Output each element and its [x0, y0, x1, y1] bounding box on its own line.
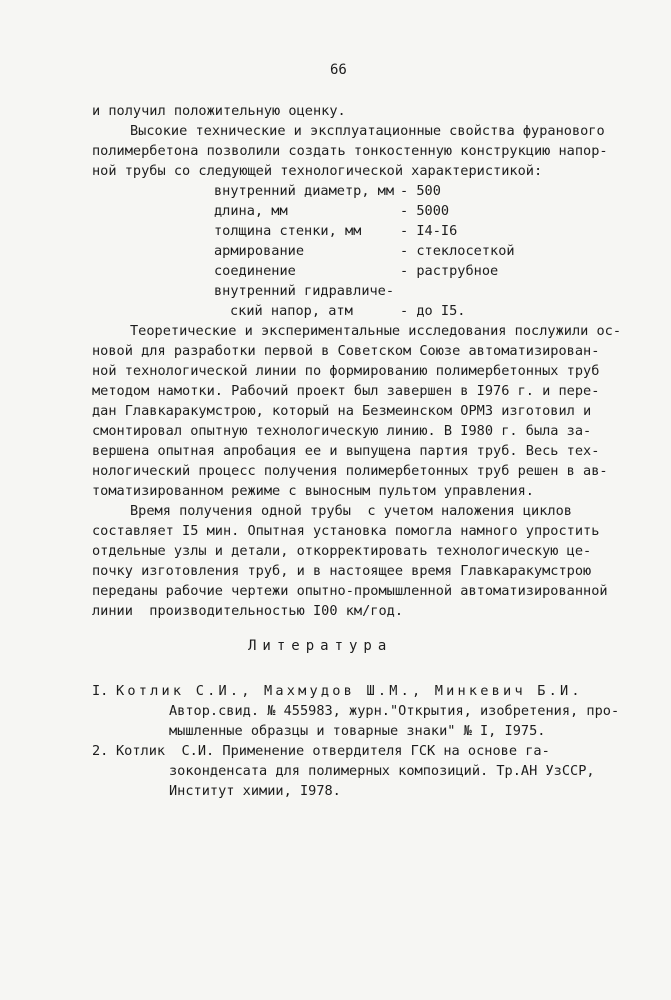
spec-value: - стеклосеткой: [400, 243, 515, 259]
text-line: ной трубы со следующей технологической характеристикой:: [92, 163, 543, 179]
text-line: Время получения одной трубы с учетом наложения циклов: [130, 503, 572, 519]
text-line: переданы рабочие чертежи опытно-промышленной автоматизированной: [92, 583, 608, 599]
text-line: методом намотки. Рабочий проект был завершен в I976 г. и пере-: [92, 383, 600, 399]
literature-heading: Литература: [248, 638, 393, 654]
reference-number: 2.: [92, 743, 109, 759]
text-line: смонтировал опытную технологическую линию. В I980 г. была за-: [92, 423, 592, 439]
text-line: нологический процесс получения полимербетонных труб решен в ав-: [92, 463, 608, 479]
text-line: составляет I5 мин. Опытная установка помогла намного упростить: [92, 523, 600, 539]
text-line: вершена опытная апробация ее и выпущена партия труб. Весь тех-: [92, 443, 600, 459]
text-line: дан Главкаракумстрою, который на Безмеинском ОРМЗ изготовил и: [92, 403, 592, 419]
text-line: ной технологической линии по формированию полимербетонных труб: [92, 363, 600, 379]
text-line: почку изготовления труб, и в настоящее время Главкаракумстрою: [92, 563, 592, 579]
text-line: линии производительностью I00 км/год.: [92, 603, 403, 619]
text-line: Высокие технические и эксплуатационные свойства фуранового: [130, 123, 605, 139]
spec-name: внутренний гидравличе-: [214, 283, 395, 299]
spec-value: - 500: [400, 183, 441, 199]
reference-line: Институт химии, I978.: [169, 783, 341, 799]
reference-line: зоконденсата для полимерных композиций. Тр.АН УзССР,: [169, 763, 595, 779]
spec-name: толщина стенки, мм: [214, 223, 362, 239]
reference-authors: Котлик С.И., Махмудов Ш.М., Минкевич Б.И.: [116, 683, 583, 699]
spec-value: - I4-I6: [400, 223, 458, 239]
text-line: и получил положительную оценку.: [92, 103, 346, 119]
spec-value: - до I5.: [400, 303, 466, 319]
spec-value: - раструбное: [400, 263, 499, 279]
spec-name: соединение: [214, 263, 296, 279]
reference-line: мышленные образцы и товарные знаки" № I, I975.: [169, 723, 546, 739]
reference-line: Котлик С.И. Применение отвердителя ГСК на основе га-: [116, 743, 550, 759]
spec-name: армирование: [214, 243, 305, 259]
reference-line: Автор.свид. № 455983, журн."Открытия, изобретения, про-: [169, 703, 620, 719]
text-line: томатизированном режиме с выносным пультом управления.: [92, 483, 534, 499]
spec-value: - 5000: [400, 203, 450, 219]
page-number: 66: [330, 62, 347, 78]
text-line: новой для разработки первой в Советском Союзе автоматизирован-: [92, 343, 600, 359]
text-line: отдельные узлы и детали, откорректировать технологическую це-: [92, 543, 592, 559]
reference-number: I.: [92, 683, 109, 699]
text-line: полимербетона позволили создать тонкостенную конструкцию напор-: [92, 143, 608, 159]
spec-name: ский напор, атм: [230, 303, 353, 319]
spec-name: длина, мм: [214, 203, 288, 219]
spec-name: внутренний диаметр, мм: [214, 183, 395, 199]
text-line: Теоретические и экспериментальные исследования послужили ос-: [130, 323, 622, 339]
